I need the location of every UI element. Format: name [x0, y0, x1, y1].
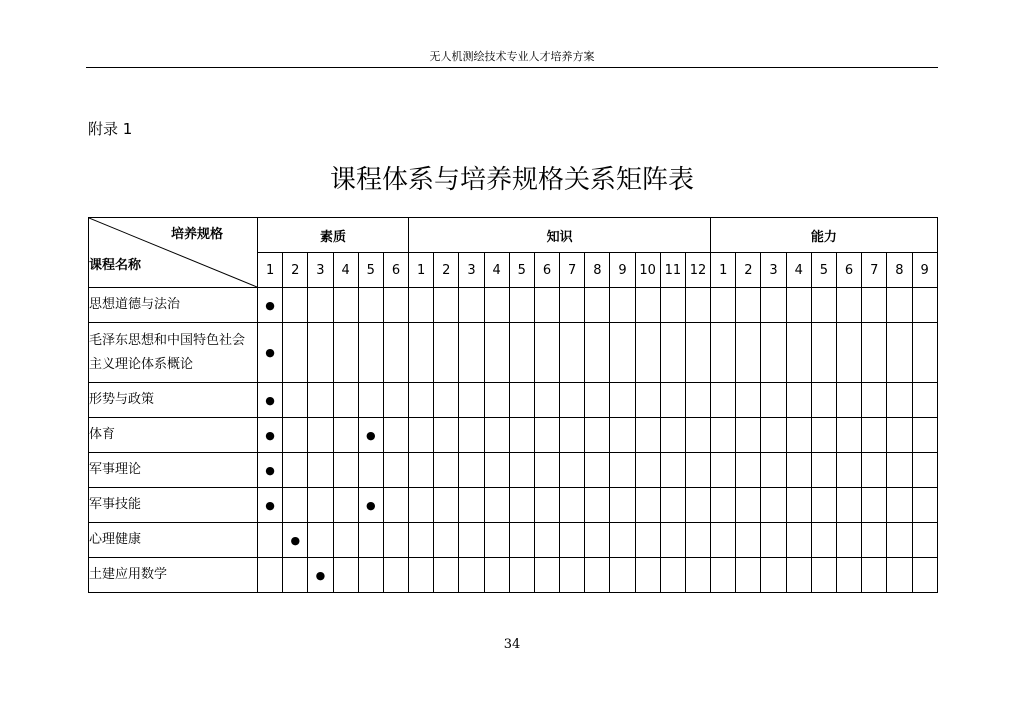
- matrix-cell: [610, 453, 635, 488]
- matrix-cell: [585, 523, 610, 558]
- corner-top-label: 培养规格: [170, 227, 223, 242]
- course-name-cell: 形势与政策: [89, 383, 258, 418]
- matrix-cell: [258, 453, 283, 488]
- matrix-cell: [585, 558, 610, 593]
- column-number-cell: 7: [862, 253, 887, 288]
- matrix-cell: [534, 323, 559, 383]
- running-header: 无人机测绘技术专业人才培养方案: [429, 50, 595, 63]
- matrix-cell: [786, 288, 811, 323]
- matrix-cell: [534, 523, 559, 558]
- matrix-cell: [409, 558, 434, 593]
- relation-dot: ●: [265, 498, 275, 512]
- matrix-cell: [585, 288, 610, 323]
- matrix-cell: [862, 523, 887, 558]
- matrix-cell: [862, 488, 887, 523]
- matrix-cell: [610, 418, 635, 453]
- matrix-cell: [308, 453, 333, 488]
- matrix-cell: [283, 523, 308, 558]
- matrix-cell: [459, 453, 484, 488]
- matrix-cell: [333, 288, 358, 323]
- matrix-cell: [484, 418, 509, 453]
- course-row: [89, 488, 938, 523]
- column-number-cell: 11: [660, 253, 685, 288]
- column-number-cell: 1: [711, 253, 736, 288]
- matrix-cell: [836, 288, 861, 323]
- column-number-cell: 2: [736, 253, 761, 288]
- relation-dot: ●: [265, 346, 275, 359]
- matrix-cell: [635, 288, 660, 323]
- matrix-cell: [585, 323, 610, 383]
- matrix-cell: [459, 558, 484, 593]
- matrix-cell: [283, 453, 308, 488]
- matrix-cell: [459, 323, 484, 383]
- matrix-cell: [534, 418, 559, 453]
- matrix-cell: [484, 558, 509, 593]
- matrix-cell: [685, 383, 710, 418]
- matrix-cell: [736, 383, 761, 418]
- column-number-cell: 3: [459, 253, 484, 288]
- matrix-cell: [283, 418, 308, 453]
- column-number-cell: 6: [534, 253, 559, 288]
- matrix-cell: [308, 288, 333, 323]
- course-name-cell: 军事技能: [89, 488, 258, 523]
- matrix-cell: [434, 558, 459, 593]
- matrix-cell: [660, 418, 685, 453]
- matrix-cell: [459, 418, 484, 453]
- matrix-cell: [711, 383, 736, 418]
- matrix-cell: [836, 323, 861, 383]
- matrix-cell: [560, 288, 585, 323]
- matrix-cell: [333, 488, 358, 523]
- matrix-cell: [887, 558, 912, 593]
- matrix-cell: [383, 488, 408, 523]
- matrix-cell: [534, 288, 559, 323]
- matrix-cell: [358, 523, 383, 558]
- matrix-cell: [761, 523, 786, 558]
- matrix-cell: [912, 453, 937, 488]
- matrix-cell: [484, 488, 509, 523]
- matrix-cell: [484, 523, 509, 558]
- matrix-cell: [534, 558, 559, 593]
- matrix-cell: [786, 558, 811, 593]
- course-name-cell: 毛泽东思想和中国特色社会主义理论体系概论: [89, 323, 258, 383]
- appendix-label: 附录 1: [88, 120, 133, 138]
- matrix-cell: [786, 453, 811, 488]
- matrix-cell: [459, 288, 484, 323]
- matrix-cell: [308, 488, 333, 523]
- relation-dot: ●: [265, 463, 275, 477]
- matrix-cell: [711, 453, 736, 488]
- matrix-cell: [409, 488, 434, 523]
- matrix-cell: [333, 558, 358, 593]
- matrix-cell: [887, 488, 912, 523]
- matrix-cell: [383, 558, 408, 593]
- matrix-cell: [434, 418, 459, 453]
- matrix-cell: [409, 323, 434, 383]
- matrix-cell: [258, 383, 283, 418]
- matrix-cell: [811, 418, 836, 453]
- matrix-cell: [560, 523, 585, 558]
- matrix-cell: [912, 383, 937, 418]
- matrix-cell: [887, 383, 912, 418]
- column-number-cell: 1: [258, 253, 283, 288]
- matrix-cell: [409, 523, 434, 558]
- matrix-cell: [484, 288, 509, 323]
- matrix-cell: [509, 288, 534, 323]
- matrix-cell: [409, 418, 434, 453]
- matrix-cell: [434, 323, 459, 383]
- matrix-cell: [811, 323, 836, 383]
- matrix-cell: [383, 523, 408, 558]
- matrix-cell: [333, 453, 358, 488]
- column-number-cell: 4: [484, 253, 509, 288]
- group-header-cell: 素质: [258, 218, 409, 253]
- matrix-cell: [887, 288, 912, 323]
- matrix-cell: [585, 488, 610, 523]
- matrix-cell: [660, 523, 685, 558]
- matrix-cell: [836, 523, 861, 558]
- matrix-cell: [434, 488, 459, 523]
- matrix-cell: [283, 323, 308, 383]
- matrix-cell: [258, 488, 283, 523]
- matrix-cell: [358, 323, 383, 383]
- matrix-cell: [509, 383, 534, 418]
- relation-dot: ●: [265, 298, 275, 312]
- matrix-cell: [258, 558, 283, 593]
- matrix-cell: [685, 523, 710, 558]
- matrix-cell: [912, 418, 937, 453]
- matrix-cell: [811, 288, 836, 323]
- matrix-cell: [685, 323, 710, 383]
- matrix-cell: [560, 558, 585, 593]
- matrix-cell: [786, 418, 811, 453]
- matrix-cell: [660, 488, 685, 523]
- course-name-cell: 心理健康: [89, 523, 258, 558]
- column-number-cell: 7: [560, 253, 585, 288]
- relation-dot: ●: [290, 533, 301, 547]
- matrix-cell: [308, 558, 333, 593]
- page-number: 34: [503, 637, 521, 652]
- matrix-cell: [283, 558, 308, 593]
- matrix-cell: [509, 323, 534, 383]
- matrix-cell: [383, 383, 408, 418]
- course-row: [89, 453, 938, 488]
- matrix-cell: [836, 558, 861, 593]
- column-number-cell: 9: [912, 253, 937, 288]
- matrix-cell: [308, 523, 333, 558]
- matrix-cell: [509, 453, 534, 488]
- matrix-cell: [862, 288, 887, 323]
- matrix-cell: [409, 288, 434, 323]
- relation-dot: ●: [365, 498, 376, 512]
- matrix-cell: [509, 558, 534, 593]
- column-number-cell: 9: [610, 253, 635, 288]
- matrix-cell: [862, 558, 887, 593]
- matrix-cell: [484, 453, 509, 488]
- course-row: [89, 418, 938, 453]
- course-row: [89, 523, 938, 558]
- matrix-cell: [459, 383, 484, 418]
- course-row: [89, 323, 938, 383]
- matrix-cell: [736, 288, 761, 323]
- matrix-cell: [409, 453, 434, 488]
- matrix-cell: [434, 288, 459, 323]
- matrix-cell: [333, 323, 358, 383]
- matrix-cell: [585, 383, 610, 418]
- relation-dot: ●: [315, 568, 326, 582]
- matrix-cell: [333, 383, 358, 418]
- matrix-cell: [660, 453, 685, 488]
- matrix-cell: [761, 288, 786, 323]
- matrix-cell: [333, 418, 358, 453]
- course-name-cell: 土建应用数学: [89, 558, 258, 593]
- matrix-cell: [912, 523, 937, 558]
- matrix-cell: [509, 418, 534, 453]
- column-number-cell: 8: [585, 253, 610, 288]
- corner-bottom-label: 课程名称: [89, 258, 142, 273]
- matrix-cell: [862, 453, 887, 488]
- course-matrix-table: [88, 217, 938, 593]
- matrix-cell: [258, 523, 283, 558]
- group-header-cell: 能力: [711, 218, 938, 253]
- matrix-cell: [685, 488, 710, 523]
- course-row: [89, 288, 938, 323]
- matrix-cell: [585, 418, 610, 453]
- matrix-cell: [258, 418, 283, 453]
- matrix-cell: [610, 383, 635, 418]
- matrix-cell: [383, 288, 408, 323]
- column-number-cell: 6: [383, 253, 408, 288]
- matrix-cell: [434, 523, 459, 558]
- matrix-cell: [358, 383, 383, 418]
- column-number-cell: 6: [836, 253, 861, 288]
- matrix-cell: [736, 523, 761, 558]
- matrix-cell: [811, 488, 836, 523]
- matrix-cell: [333, 523, 358, 558]
- matrix-cell: [786, 323, 811, 383]
- matrix-cell: [610, 288, 635, 323]
- matrix-cell: [761, 418, 786, 453]
- matrix-cell: [660, 558, 685, 593]
- matrix-cell: [660, 383, 685, 418]
- matrix-cell: [836, 383, 861, 418]
- matrix-cell: [711, 288, 736, 323]
- matrix-cell: [358, 453, 383, 488]
- matrix-cell: [610, 488, 635, 523]
- course-row: [89, 383, 938, 418]
- matrix-cell: [862, 418, 887, 453]
- matrix-cell: [610, 558, 635, 593]
- matrix-cell: [912, 488, 937, 523]
- matrix-cell: [811, 523, 836, 558]
- column-number-cell: 8: [887, 253, 912, 288]
- matrix-cell: [660, 288, 685, 323]
- matrix-cell: [685, 288, 710, 323]
- matrix-cell: [811, 453, 836, 488]
- matrix-cell: [685, 453, 710, 488]
- relation-dot: ●: [265, 393, 275, 407]
- matrix-cell: [258, 288, 283, 323]
- matrix-cell: [912, 323, 937, 383]
- matrix-cell: [459, 488, 484, 523]
- matrix-cell: [836, 453, 861, 488]
- matrix-cell: [887, 523, 912, 558]
- matrix-cell: [383, 323, 408, 383]
- column-number-cell: 3: [308, 253, 333, 288]
- column-number-cell: 12: [685, 253, 710, 288]
- column-number-cell: 2: [434, 253, 459, 288]
- matrix-cell: [635, 558, 660, 593]
- column-number-cell: 2: [283, 253, 308, 288]
- relation-dot: ●: [365, 428, 376, 442]
- column-number-cell: 4: [333, 253, 358, 288]
- group-header-cell: 知识: [409, 218, 711, 253]
- matrix-cell: [711, 523, 736, 558]
- matrix-cell: [836, 488, 861, 523]
- matrix-cell: [358, 418, 383, 453]
- matrix-cell: [308, 418, 333, 453]
- matrix-cell: [635, 383, 660, 418]
- matrix-cell: [358, 558, 383, 593]
- column-number-cell: 3: [761, 253, 786, 288]
- matrix-cell: [711, 488, 736, 523]
- matrix-cell: [560, 488, 585, 523]
- matrix-cell: [761, 558, 786, 593]
- matrix-cell: [459, 523, 484, 558]
- matrix-cell: [635, 323, 660, 383]
- matrix-cell: [308, 383, 333, 418]
- matrix-cell: [685, 418, 710, 453]
- matrix-cell: [862, 383, 887, 418]
- column-number-cell: 5: [811, 253, 836, 288]
- matrix-cell: [736, 323, 761, 383]
- matrix-cell: [912, 288, 937, 323]
- matrix-cell: [585, 453, 610, 488]
- column-number-cell: 5: [358, 253, 383, 288]
- matrix-cell: [761, 488, 786, 523]
- matrix-cell: [484, 383, 509, 418]
- matrix-cell: [887, 418, 912, 453]
- matrix-cell: [635, 418, 660, 453]
- matrix-cell: [534, 383, 559, 418]
- matrix-cell: [383, 453, 408, 488]
- matrix-cell: [358, 488, 383, 523]
- matrix-cell: [811, 558, 836, 593]
- matrix-cell: [736, 418, 761, 453]
- matrix-cell: [560, 453, 585, 488]
- matrix-cell: [887, 323, 912, 383]
- course-name-cell: 军事理论: [89, 453, 258, 488]
- header-rule: [86, 67, 938, 68]
- matrix-cell: [736, 488, 761, 523]
- matrix-cell: [484, 323, 509, 383]
- matrix-cell: [736, 558, 761, 593]
- matrix-cell: [912, 558, 937, 593]
- matrix-cell: [635, 453, 660, 488]
- matrix-cell: [610, 323, 635, 383]
- column-number-cell: 5: [509, 253, 534, 288]
- matrix-cell: [509, 488, 534, 523]
- matrix-cell: [434, 383, 459, 418]
- matrix-cell: [560, 418, 585, 453]
- matrix-cell: [534, 488, 559, 523]
- matrix-cell: [761, 453, 786, 488]
- matrix-cell: [434, 453, 459, 488]
- matrix-cell: [409, 383, 434, 418]
- matrix-cell: [786, 488, 811, 523]
- matrix-cell: [308, 323, 333, 383]
- corner-header-cell: [89, 218, 258, 288]
- matrix-cell: [786, 523, 811, 558]
- relation-dot: ●: [265, 428, 275, 442]
- matrix-cell: [383, 418, 408, 453]
- column-number-cell: 10: [635, 253, 660, 288]
- matrix-cell: [761, 323, 786, 383]
- matrix-cell: [560, 383, 585, 418]
- matrix-cell: [283, 488, 308, 523]
- column-number-cell: 1: [409, 253, 434, 288]
- matrix-cell: [836, 418, 861, 453]
- course-name-cell: 思想道德与法治: [89, 288, 258, 323]
- matrix-cell: [258, 323, 283, 383]
- matrix-cell: [685, 558, 710, 593]
- matrix-cell: [786, 383, 811, 418]
- column-number-cell: 4: [786, 253, 811, 288]
- matrix-cell: [736, 453, 761, 488]
- matrix-cell: [635, 488, 660, 523]
- matrix-cell: [862, 323, 887, 383]
- matrix-cell: [811, 383, 836, 418]
- course-name-cell: 体育: [89, 418, 258, 453]
- matrix-cell: [283, 288, 308, 323]
- matrix-cell: [509, 523, 534, 558]
- matrix-cell: [635, 523, 660, 558]
- matrix-cell: [560, 323, 585, 383]
- matrix-cell: [711, 558, 736, 593]
- course-row: [89, 558, 938, 593]
- matrix-cell: [534, 453, 559, 488]
- matrix-title: 课程体系与培养规格关系矩阵表: [329, 165, 694, 195]
- matrix-cell: [283, 383, 308, 418]
- matrix-cell: [761, 383, 786, 418]
- matrix-cell: [887, 453, 912, 488]
- matrix-cell: [660, 323, 685, 383]
- matrix-cell: [610, 523, 635, 558]
- matrix-cell: [358, 288, 383, 323]
- matrix-cell: [711, 323, 736, 383]
- matrix-cell: [711, 418, 736, 453]
